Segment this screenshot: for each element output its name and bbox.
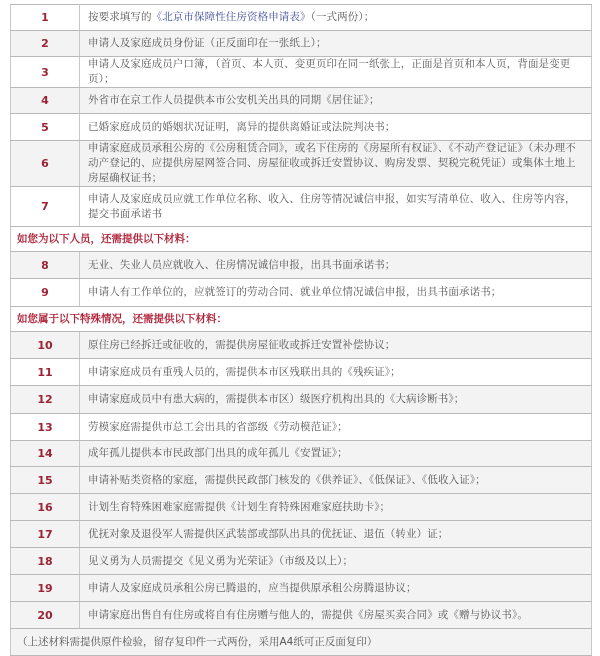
item-text: 申请人及家庭成员户口簿，（首页、本人页、变更页印在同一纸张上，正面是首页和本人页，背面是变更页）； — [80, 57, 592, 88]
item-number: 19 — [11, 575, 80, 602]
section-heading-row — [11, 227, 592, 252]
table-row — [11, 494, 592, 521]
item-number: 10 — [11, 332, 80, 359]
item-text: 申请人及家庭成员应就工作单位名称、收入、住房等情况诚信申报，如实写清单位、收入、住房等内容，提交书面承诺书 — [80, 187, 592, 227]
item-text: 计划生育特殊困难家庭需提供《计划生育特殊困难家庭扶助卡》； — [80, 494, 592, 521]
item-number: 15 — [11, 467, 80, 494]
table-row — [11, 57, 592, 88]
item-text — [80, 5, 592, 31]
item-number: 8 — [11, 252, 80, 279]
item-text: 已婚家庭成员的婚姻状况证明，离异的提供离婚证或法院判决书； — [80, 114, 592, 141]
item-text: 原住房已经拆迁或征收的，需提供房屋征收或拆迁安置补偿协议； — [80, 332, 592, 359]
item-text-suffix: （一式两份）； — [310, 11, 375, 23]
item-number: 17 — [11, 521, 80, 548]
footnote-text: （上述材料需提供原件检验，留存复印件一式两份，采用A4纸可正反面复印） — [11, 629, 592, 656]
item-number: 4 — [11, 88, 80, 114]
item-text: 见义勇为人员需提交《见义勇为光荣证》（市级及以上）； — [80, 548, 592, 575]
materials-list — [10, 4, 592, 656]
item-text: 申请家庭成员有重残人员的，需提供本市区残联出具的《残疾证》； — [80, 359, 592, 386]
item-number: 12 — [11, 386, 80, 414]
section-heading-row — [11, 307, 592, 332]
item-number: 3 — [11, 57, 80, 88]
required-materials-table — [10, 4, 592, 656]
table-row — [11, 441, 592, 467]
item-number: 6 — [11, 141, 80, 187]
item-number: 5 — [11, 114, 80, 141]
table-row — [11, 386, 592, 414]
table-row — [11, 332, 592, 359]
table-row — [11, 279, 592, 307]
item-text: 申请人有工作单位的，应就签订的劳动合同、就业单位情况诚信申报，出具书面承诺书； — [80, 279, 592, 307]
table-row — [11, 187, 592, 227]
item-text: 申请家庭出售自有住房或将自有住房赠与他人的，需提供《房屋买卖合同》或《赠与协议书》。 — [80, 602, 592, 629]
item-number: 9 — [11, 279, 80, 307]
item-number: 14 — [11, 441, 80, 467]
item-text: 申请家庭成员承租公房的《公房租赁合同》，或名下住房的《房屋所有权证》、《不动产登记证》（未办理不动产登记的、应提供房屋网签合同、房屋征收或拆迁安置协议、购房发票、契税完税凭证）或集体土地上房屋确权证书； — [80, 141, 592, 187]
table-row — [11, 575, 592, 602]
section-heading-additional-persons: 如您为以下人员，还需提供以下材料： — [11, 227, 592, 252]
table-row — [11, 467, 592, 494]
table-row — [11, 521, 592, 548]
item-text: 申请补贴类资格的家庭，需提供民政部门核发的《供养证》、《低保证》、《低收入证》； — [80, 467, 592, 494]
item-number: 11 — [11, 359, 80, 386]
item-text: 申请人及家庭成员身份证（正反面印在一张纸上）； — [80, 31, 592, 57]
table-row — [11, 359, 592, 386]
table-row — [11, 548, 592, 575]
item-number: 2 — [11, 31, 80, 57]
item-number: 1 — [11, 5, 80, 31]
table-row — [11, 252, 592, 279]
section-heading-special-cases: 如您属于以下特殊情况，还需提供以下材料： — [11, 307, 592, 332]
table-row — [11, 88, 592, 114]
application-form-link[interactable]: 《北京市保障性住房资格申请表》 — [151, 11, 311, 23]
table-row — [11, 31, 592, 57]
table-row — [11, 5, 592, 31]
item-text: 申请家庭成员中有患大病的，需提供本市区）级医疗机构出具的《大病诊断书》； — [80, 386, 592, 414]
table-row — [11, 114, 592, 141]
item-number: 16 — [11, 494, 80, 521]
item-number: 18 — [11, 548, 80, 575]
item-text: 成年孤儿提供本市民政部门出具的成年孤儿《安置证》； — [80, 441, 592, 467]
table-row — [11, 414, 592, 441]
item-text-prefix: 按要求填写的 — [88, 11, 152, 23]
item-text: 申请人及家庭成员承租公房已腾退的，应当提供原承租公房腾退协议； — [80, 575, 592, 602]
footnote-row — [11, 629, 592, 656]
item-number: 20 — [11, 602, 80, 629]
item-text: 劳模家庭需提供市总工会出具的省部级《劳动模范证》； — [80, 414, 592, 441]
table-row — [11, 602, 592, 629]
item-number: 13 — [11, 414, 80, 441]
item-text: 优抚对象及退役军人需提供区武装部或部队出具的优抚证、退伍（转业）证； — [80, 521, 592, 548]
item-number: 7 — [11, 187, 80, 227]
item-text: 外省市在京工作人员提供本市公安机关出具的同期《居住证》； — [80, 88, 592, 114]
item-text: 无业、失业人员应就收入、住房情况诚信申报，出具书面承诺书； — [80, 252, 592, 279]
table-row — [11, 141, 592, 187]
